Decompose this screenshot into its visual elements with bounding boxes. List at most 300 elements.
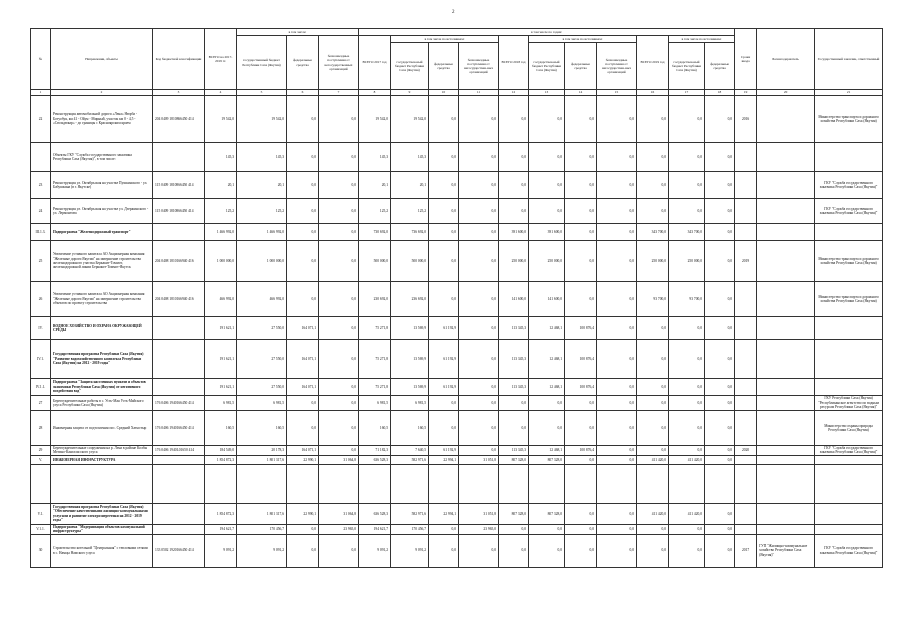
cell-fed19: 0,0: [705, 411, 735, 446]
cell-t17: 160,5: [359, 411, 391, 446]
cell-sb19: 0,0: [669, 340, 705, 379]
cell-no: 26: [31, 282, 51, 317]
cell-name: Реконструкция автомобильной дороги «Лена» Нюрба - Ботуобуя, км 41 - Ойун - Мирный, участок км 0 - 4,5 - «Сюльдюкар» - до границы с Красноярским краем: [51, 96, 153, 143]
cell-t17: 145,3: [359, 143, 391, 172]
cell-builder: [757, 241, 815, 282]
cell-sb17: 582 971,6: [391, 503, 429, 524]
cell-fed: 0,0: [287, 411, 319, 446]
cell-fed18: 100 876,4: [565, 340, 597, 379]
cell-fed17: 61 192,9: [429, 340, 459, 379]
cell-sb19: 0,0: [669, 317, 705, 340]
header-off-2017: безвозмездные поступления от негосударствен-ных организаций: [459, 43, 499, 90]
table-row: [31, 446, 883, 456]
cell-builder: [757, 172, 815, 199]
cell-fed: 22 990,1: [287, 503, 319, 524]
cell-t18: 0,0: [499, 172, 529, 199]
column-number: 10: [429, 90, 459, 96]
cell-t18: 0,0: [499, 143, 529, 172]
cell-fed19: 0,0: [705, 503, 735, 524]
cell-sb18: 807 328,0: [529, 503, 565, 524]
cell-off17: 0,0: [459, 411, 499, 446]
cell-total: 9 091,2: [205, 534, 237, 567]
cell-off18: 0,0: [597, 224, 637, 241]
cell-sb19: 0,0: [669, 199, 705, 224]
cell-no: 24: [31, 199, 51, 224]
cell-t19: 0,0: [637, 317, 669, 340]
table-row: [31, 396, 883, 411]
cell-t17: 194 621,7: [359, 524, 391, 534]
cell-customer: Министерство транспорта и дорожного хозяйства Республики Саха (Якутия): [815, 282, 883, 317]
cell-code: 204 0408 1810166940 416: [153, 282, 205, 317]
cell-fed17: 0,0: [429, 396, 459, 411]
column-number: 2: [51, 90, 153, 96]
cell-fed: 0,0: [287, 524, 319, 534]
cell-code: 115 0409 1810866450 414: [153, 199, 205, 224]
cell-off18: 0,0: [597, 241, 637, 282]
cell-fed17: 0,0: [429, 282, 459, 317]
cell-t17: 9 091,2: [359, 534, 391, 567]
cell-year: 2016: [735, 96, 757, 143]
cell-year: [735, 503, 757, 524]
cell-off: 0,0: [319, 317, 359, 340]
cell-t19: 0,0: [637, 534, 669, 567]
cell-t17: 75 271,8: [359, 379, 391, 396]
cell-fed17: 61 192,9: [429, 317, 459, 340]
header-offbudget: безвозмездные поступления от негосударственных организаций: [319, 36, 359, 90]
cell-fed17: 22 994,1: [429, 455, 459, 464]
cell-fed17: 0,0: [429, 199, 459, 224]
cell-no: [31, 143, 51, 172]
cell-builder: [757, 446, 815, 456]
cell-no: V.: [31, 455, 51, 464]
cell-customer: ГКУ "Служба государственного заказчика Республики Саха (Якутия)": [815, 534, 883, 567]
cell-sb18: 250 000,0: [529, 241, 565, 282]
cell-off18: 0,0: [597, 396, 637, 411]
cell-t19: 343 700,0: [637, 224, 669, 241]
cell-sb19: 411 420,0: [669, 503, 705, 524]
cell-code: [153, 524, 205, 534]
cell-year: [735, 340, 757, 379]
cell-fed: 164 071,1: [287, 340, 319, 379]
cell-name: Строительство котельной "Центральная" с тепловыми сетями в с. Намцы Намского улуса: [51, 534, 153, 567]
cell-sb: 1 000 000,0: [237, 241, 287, 282]
cell-sb18: 0,0: [529, 534, 565, 567]
cell-fed19: 0,0: [705, 524, 735, 534]
cell-total: 145,3: [205, 143, 237, 172]
cell-off17: 0,0: [459, 379, 499, 396]
cell-year: [735, 143, 757, 172]
cell-sb19: 0,0: [669, 96, 705, 143]
cell-sb17: [391, 464, 429, 503]
cell-customer: [815, 464, 883, 503]
cell-customer: Министерство транспорта и дорожного хозяйства Республики Саха (Якутия): [815, 241, 883, 282]
cell-off: 31 064,8: [319, 503, 359, 524]
cell-no: IV.1.1.: [31, 379, 51, 396]
cell-total: 1 466 992,0: [205, 224, 237, 241]
table-row: [31, 224, 883, 241]
cell-off: 0,0: [319, 143, 359, 172]
cell-t18: 0,0: [499, 199, 529, 224]
cell-t18: 0,0: [499, 411, 529, 446]
cell-no: 22: [31, 96, 51, 143]
cell-builder: [757, 317, 815, 340]
cell-customer: [815, 317, 883, 340]
cell-t19: 0,0: [637, 411, 669, 446]
cell-name: ВОДНОЕ ХОЗЯЙСТВО И ОХРАНА ОКРУЖАЮЩЕЙ СРЕДЫ: [51, 317, 153, 340]
cell-code: 133 0502 1920166450 414: [153, 534, 205, 567]
cell-sb: 19 542,0: [237, 96, 287, 143]
cell-total: 1 854 872,3: [205, 455, 237, 464]
header-total: ВСЕГО на 2017-2019 гг.: [205, 29, 237, 90]
header-fed-2018: федеральные средства: [565, 43, 597, 90]
cell-sb17: 145,3: [391, 143, 429, 172]
table-row: [31, 534, 883, 567]
cell-customer: [815, 143, 883, 172]
cell-off: 0,0: [319, 534, 359, 567]
header-fed-2017: федеральные средства: [429, 43, 459, 90]
cell-off: 31 064,8: [319, 455, 359, 464]
cell-code: 204 0408 1810166940 416: [153, 241, 205, 282]
cell-builder: [757, 503, 815, 524]
cell-off18: 0,0: [597, 282, 637, 317]
cell-name: Реконструкция ул. Октябрьская на участке Пушкинского - ул. Бабушкина (в г. Якутске): [51, 172, 153, 199]
cell-t17: 636 528,3: [359, 503, 391, 524]
cell-customer: [815, 524, 883, 534]
cell-code: 204 0409 1810866450 414: [153, 96, 205, 143]
header-customer: Государственный заказчик, ответственный: [815, 29, 883, 90]
cell-off18: 0,0: [597, 534, 637, 567]
cell-sb17: 9 091,2: [391, 534, 429, 567]
cell-builder: [757, 524, 815, 534]
cell-t17: 19 542,0: [359, 96, 391, 143]
header-total-2017: ВСЕГО 2017 год: [359, 36, 391, 90]
cell-fed: 0,0: [287, 172, 319, 199]
cell-t17: 230 692,0: [359, 282, 391, 317]
cell-sb19: 411 420,0: [669, 455, 705, 464]
header-federal: федеральные средства: [287, 36, 319, 90]
table-row: [31, 464, 883, 503]
column-number: 21: [815, 90, 883, 96]
header-incl: в том числе:: [237, 29, 359, 36]
cell-off17: 0,0: [459, 224, 499, 241]
cell-name: Инженерная защита от подтопления пос. Средний Хатыстыр: [51, 411, 153, 446]
column-number: 4: [205, 90, 237, 96]
cell-t17: 730 692,0: [359, 224, 391, 241]
cell-off: 0,0: [319, 446, 359, 456]
cell-sb17: 236 692,0: [391, 282, 429, 317]
cell-t18: 0,0: [499, 524, 529, 534]
cell-year: [735, 172, 757, 199]
cell-t17: 71 182,3: [359, 446, 391, 456]
cell-name: Берегоукрепительные работы в с. Усть-Мая Усть-Майского улуса Республики Саха (Якутия): [51, 396, 153, 411]
header-sb-2018: государствен-ный бюджет Республики Саха (Якутия): [529, 43, 565, 90]
cell-code: 115 0409 1810866450 414: [153, 172, 205, 199]
cell-fed: 0,0: [287, 282, 319, 317]
header-sb-2019: государствен-ный бюджет Республики Саха (Якутия): [669, 43, 705, 90]
cell-name: Объекты ГКУ "Служба государственного заказчика Республики Саха (Якутия)", в том числе:: [51, 143, 153, 172]
column-number: 12: [499, 90, 529, 96]
cell-off: 0,0: [319, 224, 359, 241]
cell-fed: 164 071,1: [287, 317, 319, 340]
table-row: [31, 172, 883, 199]
cell-total: 19 542,0: [205, 96, 237, 143]
column-number: 19: [735, 90, 757, 96]
cell-sb19: 250 000,0: [669, 241, 705, 282]
cell-code: [153, 503, 205, 524]
cell-off: 0,0: [319, 396, 359, 411]
cell-sb18: 0,0: [529, 143, 565, 172]
cell-fed19: 0,0: [705, 172, 735, 199]
cell-t17: 636 528,3: [359, 455, 391, 464]
cell-fed17: 61 192,9: [429, 379, 459, 396]
cell-off17: 0,0: [459, 340, 499, 379]
cell-no: 27: [31, 396, 51, 411]
cell-t18: 141 600,0: [499, 282, 529, 317]
table-row: [31, 411, 883, 446]
cell-code: 176 0406 1940166450 414: [153, 396, 205, 411]
cell-off17: 0,0: [459, 96, 499, 143]
cell-fed17: 0,0: [429, 172, 459, 199]
cell-fed18: [565, 464, 597, 503]
cell-year: [735, 317, 757, 340]
header-off-2018: безвозмездные поступления от негосударствен-ных организаций: [597, 43, 637, 90]
cell-sb19: 0,0: [669, 524, 705, 534]
cell-sb18: 0,0: [529, 96, 565, 143]
column-number: 20: [757, 90, 815, 96]
cell-total: 20,1: [205, 172, 237, 199]
cell-fed18: 0,0: [565, 224, 597, 241]
cell-total: 1 000 000,0: [205, 241, 237, 282]
cell-builder: [757, 411, 815, 446]
column-number: 17: [669, 90, 705, 96]
cell-off17: 0,0: [459, 172, 499, 199]
table-row: [31, 524, 883, 534]
cell-fed17: 61 192,9: [429, 446, 459, 456]
cell-fed: 0,0: [287, 224, 319, 241]
cell-sb19: 0,0: [669, 534, 705, 567]
cell-sb19: 343 700,0: [669, 224, 705, 241]
cell-name: Увеличение уставного капитала АО Акционерная компания "Железные дороги Якутии" на завершение строительства железнодорожного участка Беркакит-Томмот, железнодорожной линии Беркакит-Томмот-Якутск: [51, 241, 153, 282]
cell-year: [735, 411, 757, 446]
cell-off18: 0,0: [597, 317, 637, 340]
cell-t17: 20,1: [359, 172, 391, 199]
header-incl-years: в том числе по годам:: [359, 29, 735, 36]
cell-off: 0,0: [319, 199, 359, 224]
cell-total: [205, 464, 237, 503]
cell-sb18: 12 468,1: [529, 340, 565, 379]
cell-builder: [757, 464, 815, 503]
column-number: 14: [565, 90, 597, 96]
table-row: [31, 379, 883, 396]
header-no: №: [31, 29, 51, 90]
cell-year: 2019: [735, 241, 757, 282]
table-row: [31, 340, 883, 379]
cell-sb17: 500 000,0: [391, 241, 429, 282]
cell-sb18: 12 468,1: [529, 317, 565, 340]
cell-t19: 0,0: [637, 143, 669, 172]
cell-sb: 27 550,0: [237, 317, 287, 340]
cell-name: Государственная программа Республики Саха (Якутия) "Развитие водохозяйственного комплекса Республики Саха (Якутия) на 2012 - 2019 годы": [51, 340, 153, 379]
cell-total: 125,2: [205, 199, 237, 224]
cell-off18: 0,0: [597, 446, 637, 456]
cell-sb: 9 091,2: [237, 534, 287, 567]
cell-off: 0,0: [319, 96, 359, 143]
cell-t18: 807 328,0: [499, 455, 529, 464]
cell-name: Подпрограмма "Модернизация объектов коммунальной инфраструктуры": [51, 524, 153, 534]
cell-sb: 6 981,5: [237, 396, 287, 411]
cell-year: [735, 379, 757, 396]
header-sub-2017: в том числе по источникам:: [391, 36, 499, 43]
cell-customer: [815, 503, 883, 524]
cell-fed: 164 071,1: [287, 446, 319, 456]
header-total-2018: ВСЕГО 2018 год: [499, 36, 529, 90]
cell-no: IV.1.: [31, 340, 51, 379]
cell-off17: 0,0: [459, 317, 499, 340]
cell-code: 176 0406 1940166450 414: [153, 411, 205, 446]
column-number: 9: [391, 90, 429, 96]
header-builder: Балансодержатель: [757, 29, 815, 90]
cell-fed: 0,0: [287, 199, 319, 224]
cell-builder: [757, 340, 815, 379]
cell-total: 466 992,0: [205, 282, 237, 317]
cell-no: 28: [31, 411, 51, 446]
cell-sb19: 0,0: [669, 172, 705, 199]
cell-sb18: 0,0: [529, 172, 565, 199]
cell-t17: [359, 464, 391, 503]
cell-t18: 250 000,0: [499, 241, 529, 282]
cell-t19: 0,0: [637, 379, 669, 396]
header-fed-2019: федеральные средства: [705, 43, 735, 90]
cell-t19: 0,0: [637, 524, 669, 534]
cell-fed19: 0,0: [705, 224, 735, 241]
cell-total: 191 621,1: [205, 340, 237, 379]
cell-off: [319, 464, 359, 503]
cell-sb19: 0,0: [669, 396, 705, 411]
cell-off18: [597, 464, 637, 503]
table-row: [31, 455, 883, 464]
cell-sb: 1 801 317,6: [237, 503, 287, 524]
table-row: [31, 317, 883, 340]
cell-sb18: 12 468,1: [529, 446, 565, 456]
cell-builder: ГУП "Жилищно-коммунальное хозяйство Республики Саха (Якутия)": [757, 534, 815, 567]
cell-sb: 160,5: [237, 411, 287, 446]
header-year: Сроки ввода: [735, 29, 757, 90]
cell-sb18: 391 600,0: [529, 224, 565, 241]
investment-table: [30, 28, 883, 568]
cell-sb: 466 992,0: [237, 282, 287, 317]
cell-fed17: 0,0: [429, 143, 459, 172]
cell-fed19: 0,0: [705, 317, 735, 340]
cell-t18: 113 345,3: [499, 317, 529, 340]
header-sub-2018: в том числе по источникам:: [529, 36, 637, 43]
header-sb-2017: государствен-ный бюджет Республики Саха (Якутия): [391, 43, 429, 90]
cell-name: Реконструкция ул. Октябрьская на участке ул. Дзержинского - ул. Лермонтова: [51, 199, 153, 224]
cell-fed17: [429, 464, 459, 503]
cell-name: Берегоукрепительные сооружения на р. Лена в районе Колбы Мегино-Кангаласского улуса: [51, 446, 153, 456]
cell-code: [153, 379, 205, 396]
cell-total: 1 854 872,3: [205, 503, 237, 524]
header-code: Код бюджетной классификации: [153, 29, 205, 90]
header-name: Направления, объекты: [51, 29, 153, 90]
cell-fed18: 0,0: [565, 143, 597, 172]
cell-off18: 0,0: [597, 340, 637, 379]
cell-t18: 113 345,3: [499, 379, 529, 396]
cell-t19: 93 700,0: [637, 282, 669, 317]
cell-customer: ГКУ "Служба государственного заказчика Республики Саха (Якутия)": [815, 172, 883, 199]
cell-sb19: 0,0: [669, 446, 705, 456]
cell-fed18: 100 876,4: [565, 317, 597, 340]
cell-fed18: 100 876,4: [565, 446, 597, 456]
cell-fed: 0,0: [287, 143, 319, 172]
header-sub-2019: в том числе по источникам:: [669, 36, 735, 43]
column-number: 11: [459, 90, 499, 96]
cell-sb: [237, 464, 287, 503]
cell-no: 29: [31, 446, 51, 456]
cell-builder: [757, 455, 815, 464]
cell-off18: 0,0: [597, 172, 637, 199]
cell-off17: 0,0: [459, 199, 499, 224]
cell-no: V.1.1.: [31, 524, 51, 534]
cell-code: [153, 340, 205, 379]
cell-sb17: 736 692,0: [391, 224, 429, 241]
cell-year: [735, 199, 757, 224]
cell-code: [153, 317, 205, 340]
table-row: [31, 241, 883, 282]
cell-off18: 0,0: [597, 524, 637, 534]
cell-sb19: 93 700,0: [669, 282, 705, 317]
cell-customer: ГКУ "Служба государственного заказчика Республики Саха (Якутия)": [815, 199, 883, 224]
cell-code: [153, 455, 205, 464]
cell-year: 2017: [735, 534, 757, 567]
cell-no: 30: [31, 534, 51, 567]
cell-code: [153, 143, 205, 172]
cell-total: 191 621,1: [205, 379, 237, 396]
cell-fed: 0,0: [287, 534, 319, 567]
cell-sb: 20 178,3: [237, 446, 287, 456]
cell-builder: [757, 96, 815, 143]
cell-fed19: [705, 464, 735, 503]
cell-off: 0,0: [319, 411, 359, 446]
cell-year: [735, 524, 757, 534]
cell-sb18: 141 600,0: [529, 282, 565, 317]
cell-sb17: 13 569,9: [391, 317, 429, 340]
cell-name: Подпрограмма "Защита населенных пунктов и объектов экономики Республики Саха (Якутия) от негативного воздействия вод": [51, 379, 153, 396]
cell-customer: Министерство охраны природы Республики Саха (Якутия): [815, 411, 883, 446]
cell-no: 23: [31, 172, 51, 199]
cell-code: [153, 224, 205, 241]
cell-t19: 0,0: [637, 96, 669, 143]
cell-total: 184 549,0: [205, 446, 237, 456]
cell-fed17: 0,0: [429, 96, 459, 143]
cell-fed17: 0,0: [429, 224, 459, 241]
cell-sb18: 0,0: [529, 524, 565, 534]
cell-code: 176 0406 1940L01650 414: [153, 446, 205, 456]
cell-customer: [815, 379, 883, 396]
cell-sb18: 0,0: [529, 199, 565, 224]
cell-off: 0,0: [319, 172, 359, 199]
cell-name: [51, 464, 153, 503]
cell-fed17: 0,0: [429, 411, 459, 446]
cell-sb18: [529, 464, 565, 503]
cell-off: 0,0: [319, 282, 359, 317]
cell-total: 191 621,1: [205, 317, 237, 340]
cell-fed: 0,0: [287, 396, 319, 411]
cell-no: 25: [31, 241, 51, 282]
cell-t17: 75 271,8: [359, 317, 391, 340]
cell-off17: 0,0: [459, 143, 499, 172]
cell-fed19: 0,0: [705, 199, 735, 224]
cell-fed19: 0,0: [705, 379, 735, 396]
